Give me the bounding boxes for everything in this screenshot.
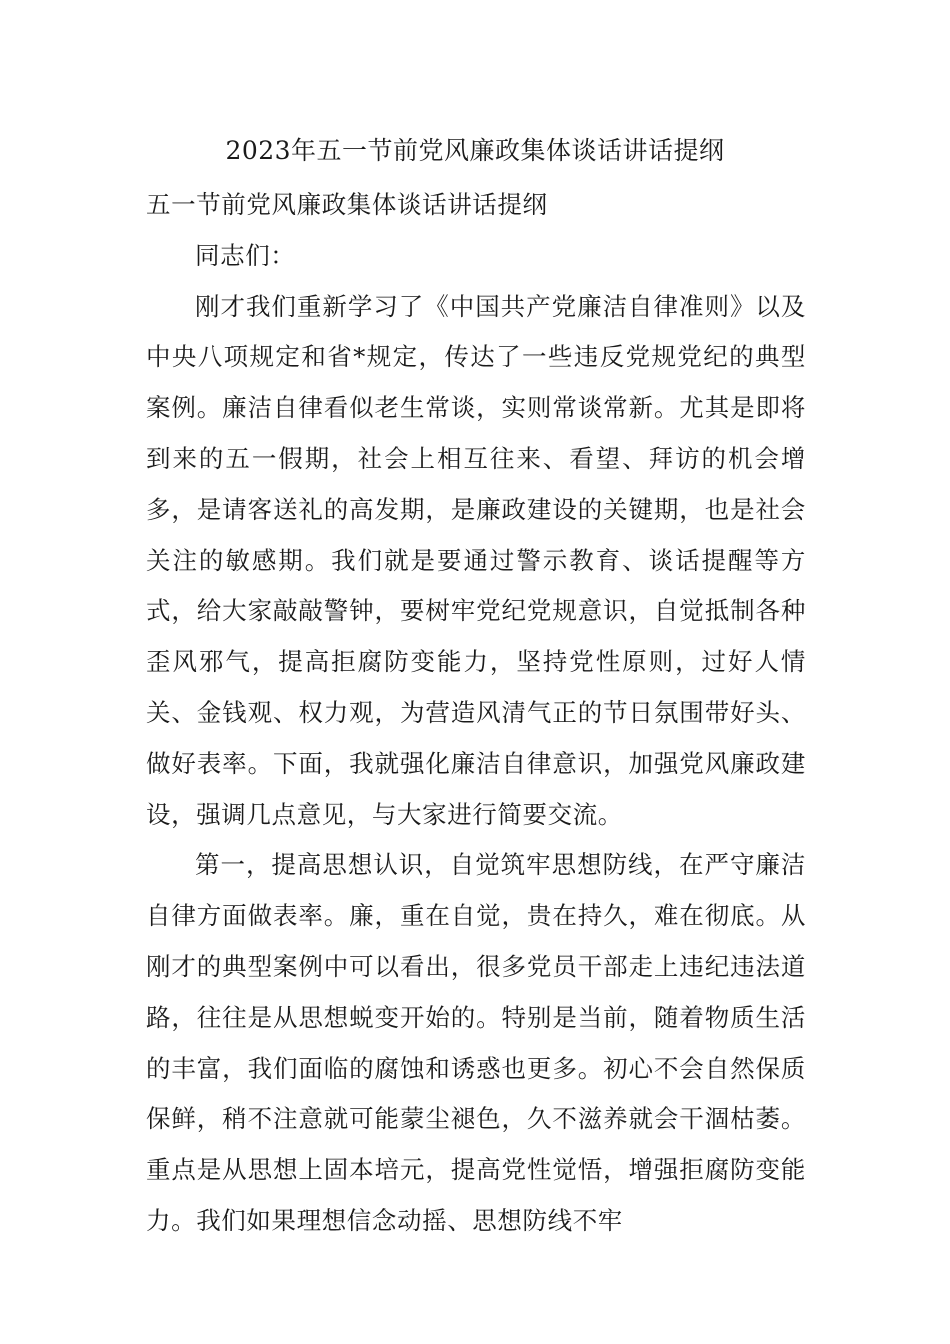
document-title: 2023年五一节前党风廉政集体谈话讲话提纲 bbox=[225, 136, 725, 165]
document-body bbox=[146, 180, 806, 1247]
greeting: 同志们： bbox=[195, 240, 296, 270]
paragraph-1: 刚才我们重新学习了《中国共产党廉洁自律准则》以及中央八项规定和省*规定，传达了一些违反党规党纪的典型案例。廉洁自律看似老生常谈，实则常谈常新。尤其是即将到来的五一假期，社会上相互往来、看望、拜访的机会增多，是请客送礼的高发期，是廉政建设的关键期，也是社会关注的敏感期。我们就是要通过警示教育、谈话提醒等方式，给大家敲敲警钟，要树牢党纪党规意识，自觉抵制各种歪风邪气，提高拒腐防变能力，坚持党性原则，过好人情关、金钱观、权力观，为营造风清气正的节日氛围带好头、做好表率。下面，我就强化廉洁自律意识，加强党风廉政建设，强调几点意见，与大家进行简要交流。 bbox=[146, 291, 806, 829]
document-subtitle: 五一节前党风廉政集体谈话讲话提纲 bbox=[146, 190, 548, 219]
paragraph-2: 第一，提高思想认识，自觉筑牢思想防线，在严守廉洁自律方面做表率。廉，重在自觉，贵在持久，难在彻底。从刚才的典型案例中可以看出，很多党员干部走上违纪违法道路，往往是从思想蜕变开始的。特别是当前，随着物质生活的丰富，我们面临的腐蚀和诱惑也更多。初心不会自然保质保鲜，稍不注意就可能蒙尘褪色，久不滋养就会干涸枯萎。重点是从思想上固本培元，提高党性觉悟，增强拒腐防变能力。我们如果理想信念动摇、思想防线不牢 bbox=[146, 850, 806, 1235]
